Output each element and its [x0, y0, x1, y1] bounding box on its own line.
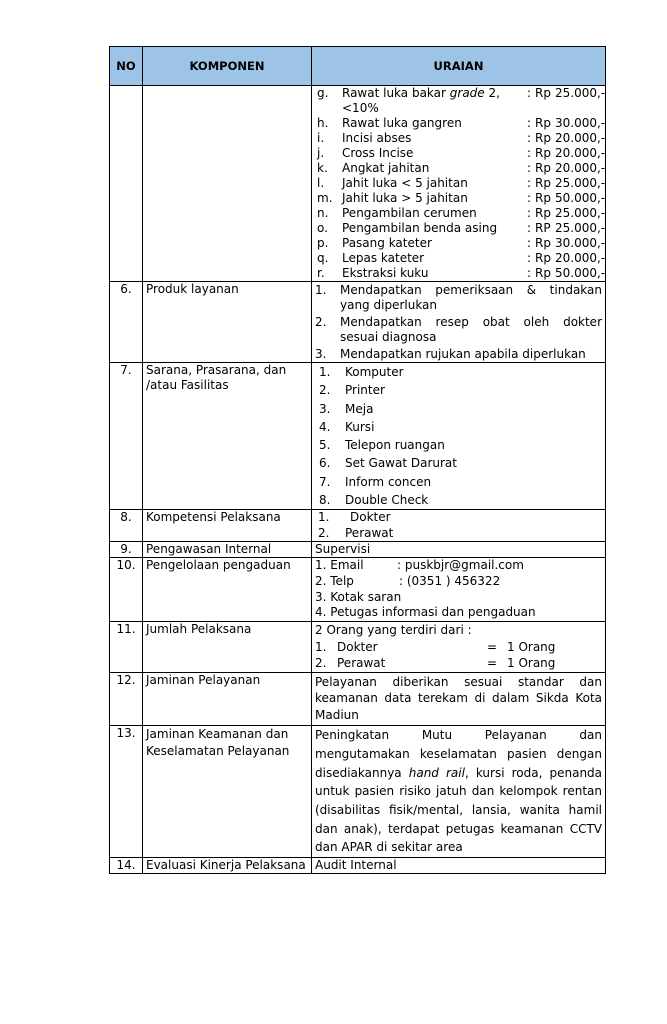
- list-item: 3. Mendapatkan rujukan apabila diperlukan: [315, 347, 586, 361]
- list-item: 5. Telepon ruangan: [319, 438, 445, 453]
- list-item: 1. Dokter = 1 Orang: [315, 639, 556, 654]
- table-row: 6. Produk layanan 1. Mendapatkan pemeriksaan & tindakan yang diperlukan 2. Mendapatkan resep obat oleh dokter sesuai diagnosa 3. Mendapatkan rujukan apabila diperlukan: [110, 282, 606, 363]
- list-item: 7. Inform concen: [319, 474, 432, 489]
- service-standard-table: [109, 46, 606, 874]
- jumlah-pelaksana: 2 Orang yang terdiri dari : 1. Dokter = 1 Orang 2. Perawat = 1 Orang: [312, 622, 606, 673]
- header-uraian: URAIAN: [312, 47, 606, 86]
- list-item: 1. Dokter: [318, 510, 391, 525]
- fee-item: l. Jahit luka < 5 jahitan : Rp 25.000,-: [317, 176, 606, 190]
- list-item: 3. Meja: [319, 401, 374, 416]
- table-row: 10. Pengelolaan pengaduan 1. Email : puskbjr@gmail.com 2. Telp : (0351 ) 456322 3. Kotak saran 4. Petugas informasi dan pengaduan: [110, 558, 606, 622]
- kompetensi-list: [312, 510, 606, 542]
- table-row: 7. Sarana, Prasarana, dan /atau Fasilitas 1. Komputer 2. Printer 3. Meja 4. Kursi 5. Telepon ruangan 6. Set Gawat Darurat 7. Inform concen 8. Double Check: [110, 363, 606, 510]
- list-item: 2. Printer: [319, 383, 385, 398]
- produk-layanan-list: [312, 282, 606, 363]
- fee-list: [312, 86, 606, 282]
- header-no: NO: [110, 47, 143, 86]
- fee-item: p. Pasang kateter : Rp 30.000,-: [317, 236, 606, 250]
- table-row: 13. Jaminan Keamanan dan Keselamatan Pelayanan Peningkatan Mutu Pelayanan dan mengutamakan keselamatan pasien dengan disediakannya hand rail, kursi roda, penanda untuk pasien risiko jatuh dan kelompok rentan (disabilitas fisik/mental, lansia, wanita hamil dan anak), terdapat petugas keamanan CCTV dan APAR di sekitar area: [110, 726, 606, 858]
- table-header-row: [110, 47, 606, 86]
- fee-item: j. Cross Incise : Rp 20.000,-: [317, 146, 606, 160]
- table-row: 14. Evaluasi Kinerja Pelaksana Audit Internal: [110, 858, 606, 874]
- fee-item: g. Rawat luka bakar grade 2, <10% : Rp 25.000,-: [317, 86, 606, 115]
- jaminan-keamanan-text: Peningkatan Mutu Pelayanan dan mengutamakan keselamatan pasien dengan disediakannya hand rail, kursi roda, penanda untuk pasien risiko jatuh dan kelompok rentan (disabilitas fisik/mental, lansia, wanita hamil dan anak), terdapat petugas keamanan CCTV dan APAR di sekitar area: [312, 726, 606, 858]
- list-item: 2. Perawat: [318, 525, 394, 540]
- list-item: 6. Set Gawat Darurat: [319, 456, 457, 471]
- fee-item: n. Pengambilan cerumen : Rp 25.000,-: [317, 206, 606, 220]
- fee-item: i. Incisi abses : Rp 20.000,-: [317, 131, 606, 145]
- table-row: 8. Kompetensi Pelaksana 1. Dokter 2. Perawat: [110, 510, 606, 542]
- fee-item: k. Angkat jahitan : Rp 20.000,-: [317, 161, 606, 175]
- table-row: 9. Pengawasan Internal Supervisi: [110, 542, 606, 558]
- list-item: 1. Komputer: [319, 365, 404, 379]
- sarana-list: [312, 363, 606, 510]
- fee-item: m. Jahit luka > 5 jahitan : Rp 50.000,-: [317, 191, 606, 205]
- table-row: 12. Jaminan Pelayanan Pelayanan diberikan sesuai standar dan keamanan data terekam di dalam Sikda Kota Madiun: [110, 672, 606, 726]
- list-item: 1. Mendapatkan pemeriksaan & tindakan yang diperlukan: [315, 283, 602, 312]
- list-item: 2. Mendapatkan resep obat oleh dokter sesuai diagnosa: [315, 315, 602, 344]
- fee-item: h. Rawat luka gangren : Rp 30.000,-: [317, 116, 606, 130]
- table-row: [110, 86, 606, 282]
- header-komponen: KOMPONEN: [143, 47, 312, 86]
- fee-item: q. Lepas kateter : Rp 20.000,-: [317, 251, 606, 265]
- fee-item: r. Ekstraksi kuku : Rp 50.000,-: [317, 266, 606, 280]
- list-item: 4. Kursi: [319, 419, 375, 434]
- list-item: 2. Perawat = 1 Orang: [315, 656, 556, 671]
- pengaduan-list: 1. Email : puskbjr@gmail.com 2. Telp : (0351 ) 456322 3. Kotak saran 4. Petugas informasi dan pengaduan: [312, 558, 606, 622]
- fee-name: Rawat luka bakar grade 2, <10%: [342, 86, 500, 115]
- table-row: 11. Jumlah Pelaksana 2 Orang yang terdiri dari : 1. Dokter = 1 Orang 2. Perawat = 1 Orang: [110, 622, 606, 673]
- fee-item: o. Pengambilan benda asing : RP 25.000,-: [317, 221, 606, 235]
- list-item: 8. Double Check: [319, 493, 429, 508]
